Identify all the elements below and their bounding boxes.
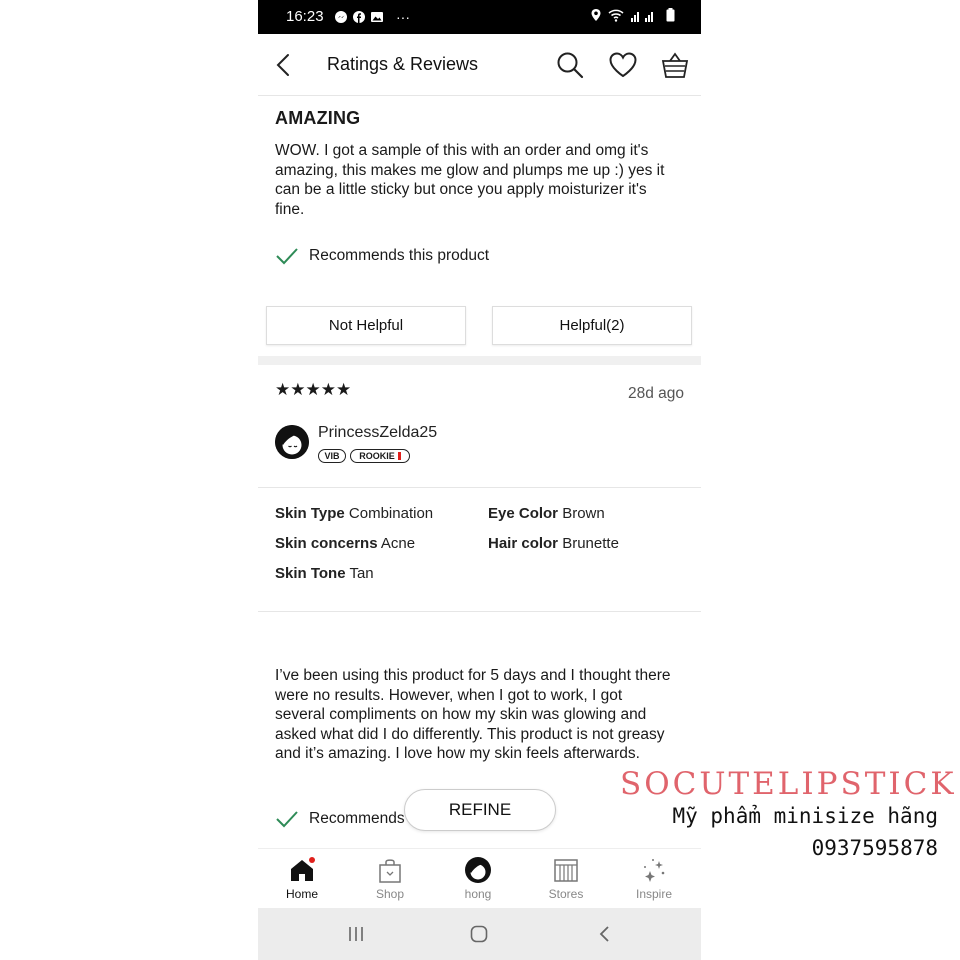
review-age: 28d ago <box>627 385 684 402</box>
review-title: AMAZING <box>275 108 361 128</box>
basket-icon[interactable] <box>660 50 690 80</box>
review-body: I’ve been using this product for 5 days and I thought there were no results. However, when I got to work, I got several compliments on how my skin was glowing and asked what did I do differently. This product is not greasy and it’s amazing. I love how my skin feels afterwards. <box>275 667 671 762</box>
username: PrincessZelda25 <box>318 424 438 441</box>
attr-hair-color: Hair color Brunette <box>488 535 619 552</box>
home-button-icon[interactable] <box>469 924 489 944</box>
recommend-text: Recommends <box>309 810 405 827</box>
tab-home[interactable] <box>258 849 346 909</box>
recent-apps-icon[interactable] <box>346 924 366 944</box>
attr-skin-tone: Skin Tone Tan <box>275 565 374 582</box>
checkmark-icon <box>275 246 299 266</box>
profile-avatar-icon <box>465 857 491 883</box>
tab-inspire[interactable] <box>610 849 698 909</box>
facebook-icon <box>352 10 366 24</box>
recommend-row <box>275 246 684 266</box>
app-header <box>258 34 701 96</box>
not-helpful-button[interactable]: Not Helpful <box>266 306 466 345</box>
page-title: Ratings & Reviews <box>327 54 479 74</box>
tab-stores[interactable] <box>522 849 610 909</box>
sparkle-icon <box>641 857 667 883</box>
watermark-brand: SOCUTELIPSTICK <box>620 766 957 802</box>
tab-label: hong <box>464 887 492 901</box>
shop-bag-icon <box>377 857 403 883</box>
battery-icon <box>666 8 675 22</box>
watermark-tagline: Mỹ phẩm minisize hãng <box>672 804 938 828</box>
review-body: WOW. I got a sample of this with an order and omg it's amazing, this makes me glow and plumps me up :) yes it can be a little sticky but once you apply moisturizer it's fine. <box>275 142 665 218</box>
refine-button[interactable]: REFINE <box>404 789 556 831</box>
review-separator <box>258 356 701 365</box>
helpful-button[interactable]: Helpful(2) <box>492 306 692 345</box>
home-icon <box>289 857 315 883</box>
divider <box>258 487 701 488</box>
tab-label: Home <box>285 887 318 901</box>
system-nav-bar <box>258 908 701 960</box>
search-icon[interactable] <box>555 50 585 80</box>
back-button-icon[interactable] <box>595 924 615 944</box>
user-avatar-icon <box>275 425 309 459</box>
store-icon <box>553 857 579 883</box>
attr-skin-concerns: Skin concerns Acne <box>275 535 416 552</box>
rookie-badge-label: ROOKIE <box>359 451 395 461</box>
watermark-phone: 0937595878 <box>811 836 938 860</box>
messenger-icon <box>334 10 348 24</box>
more-notifications-icon: ··· <box>396 9 410 25</box>
back-arrow-icon[interactable] <box>270 50 300 80</box>
divider <box>258 611 701 612</box>
location-icon <box>590 8 602 22</box>
star-rating: ★★★★★ <box>275 380 352 399</box>
signal-icon <box>630 9 660 22</box>
checkmark-icon <box>275 809 299 829</box>
vib-badge <box>318 449 346 463</box>
tab-label: Inspire <box>635 887 673 901</box>
rookie-red-marker <box>398 452 401 460</box>
phone-screen <box>258 0 701 960</box>
attr-skin-type: Skin Type Combination <box>275 505 434 522</box>
vib-badge-label: VIB <box>324 451 340 461</box>
avatar <box>275 425 309 459</box>
tab-profile[interactable] <box>434 849 522 909</box>
tab-label: Stores <box>548 887 584 901</box>
heart-icon[interactable] <box>608 50 638 80</box>
rookie-badge <box>350 449 410 463</box>
tab-shop[interactable] <box>346 849 434 909</box>
status-bar <box>258 0 701 34</box>
recommend-text: Recommends this product <box>309 247 490 264</box>
status-time: 16:23 <box>286 8 324 25</box>
gallery-icon <box>370 10 384 24</box>
attr-eye-color: Eye Color Brown <box>488 505 605 522</box>
bottom-tab-bar <box>258 848 701 909</box>
wifi-icon <box>608 9 624 22</box>
tab-label: Shop <box>375 887 405 901</box>
